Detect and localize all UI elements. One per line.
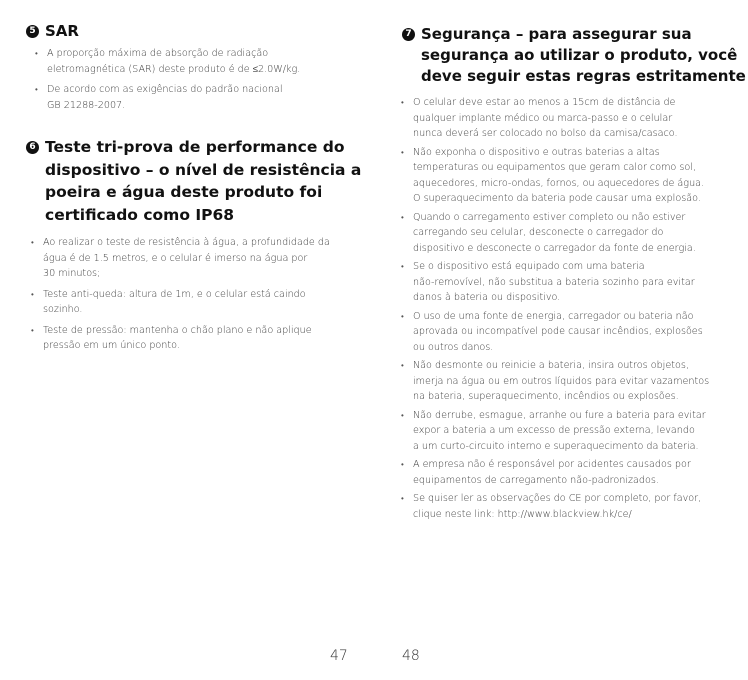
list-item: • Não derrube, esmague, arranhe ou fure a bateria para evitar expor a bateria a um excesso de pressão externa, levando a um curto-circuito interno e superaquecimento da bateria.: [400, 408, 746, 455]
list-item: • Teste de pressão: mantenha o chão plano e não aplique pressão em um único ponto.: [30, 323, 366, 354]
section-sar: [26, 22, 366, 113]
list-item: • Se o dispositivo está equipado com uma bateria não-removível, não substitua a bateria sozinho para evitar danos à bateria ou dispositivo.: [400, 259, 746, 306]
section-title: Teste tri-prova de performance do dispositivo – o nível de resistência a poeira e água deste produto foi certificado como IP68: [45, 138, 362, 224]
list-item: • Não desmonte ou reinicie a bateria, insira outros objetos, imerja na água ou em outros líquidos para evitar vazamentos na bateria, superaquecimento, incêndios ou explosões.: [400, 358, 746, 405]
section-heading: [26, 22, 366, 41]
section-title: SAR: [45, 22, 79, 40]
section-heading: [402, 24, 746, 87]
list-item: • O uso de uma fonte de energia, carregador ou bateria não aprovada ou incompatível pode causar incêndios, explosões ou outros danos.: [400, 309, 746, 356]
section-ip68: [26, 136, 366, 354]
list-item: • Não exponha o dispositivo e outras baterias a altas temperaturas ou equipamentos que geram calor como sol, aquecedores, micro-ondas, fornos, ou aquecedores de água. O superaquecimento da bateria pode causar uma explosão.: [400, 145, 746, 207]
list-item: • A proporção máxima de absorção de radiação eletromagnética (SAR) deste produto é de ≤2.0W/kg.: [34, 46, 366, 77]
list-item: • Teste anti-queda: altura de 1m, e o celular está caindo sozinho.: [30, 287, 366, 318]
list-item: • Se quiser ler as observações do CE por completo, por favor, clique neste link: http://www.blackview.hk/ce/: [400, 491, 746, 522]
right-page: [374, 0, 748, 680]
page-number: 47: [330, 648, 348, 664]
section-heading: [26, 136, 366, 226]
bullet-list: [400, 95, 746, 522]
bullet-list: [30, 235, 366, 354]
section-number-badge: 5: [26, 25, 39, 38]
page-number: 48: [402, 648, 420, 664]
list-item: • A empresa não é responsável por acidentes causados por equipamentos de carregamento não-padronizados.: [400, 457, 746, 488]
list-item: • De acordo com as exigências do padrão nacional GB 21288-2007.: [34, 82, 366, 113]
section-safety: [402, 24, 746, 522]
list-item: • Ao realizar o teste de resistência à água, a profundidade da água é de 1.5 metros, e o celular é imerso na água por 30 minutos;: [30, 235, 366, 282]
section-number-badge: 7: [402, 28, 415, 41]
list-item: • Quando o carregamento estiver completo ou não estiver carregando seu celular, desconecte o carregador do dispositivo e desconecte o carregador da fonte de energia.: [400, 210, 746, 257]
bullet-list: [34, 46, 366, 113]
section-title: Segurança – para assegurar sua segurança ao utilizar o produto, você deve seguir estas regras estritamente: [421, 25, 746, 85]
list-item: • O celular deve estar ao menos a 15cm de distância de qualquer implante médico ou marca-passo e o celular nunca deverá ser colocado no bolso da camisa/casaco.: [400, 95, 746, 142]
section-number-badge: 6: [26, 141, 39, 154]
